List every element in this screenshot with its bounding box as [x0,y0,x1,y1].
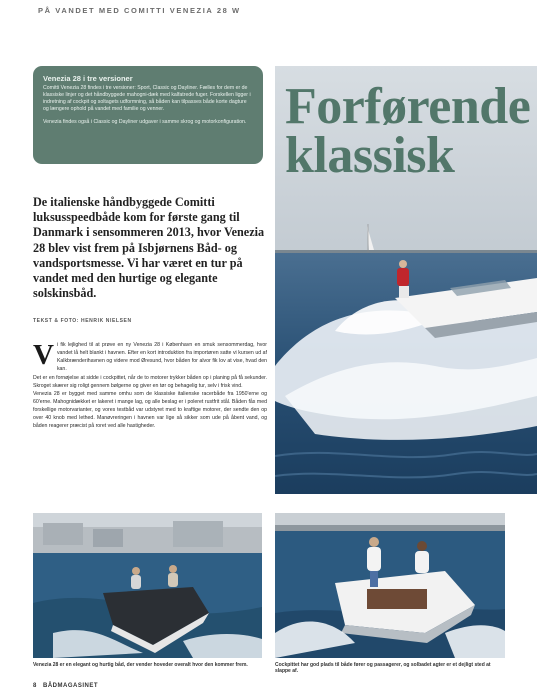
lead-paragraph: De italienske håndbyggede Comitti luksusspeedbåde kom for første gang til Danmark i sensommeren 2013, hvor Venezia 28 blev vist frem på Isbjørnens Båd- og vandsportsmesse. Vi har været en tur på vandet med den hurtige og elegante solskinsbåd. [33,195,265,301]
byline: TEKST & FOTO: HENRIK NIELSEN [33,318,132,324]
boat-cockpit-image [275,513,505,658]
body-text [33,339,267,432]
body-paragraph-2: Det er en fornøjelse at sidde i cockpittet, når de to motorer trykker båden op i planing på få sekunder. Skroget skærer sig roligt gennem bølgerne og giver en tør og behagelig tur, selv i frisk vind. [33,374,267,389]
boat-front-image [33,513,262,658]
title-line-1: Forførende [285,78,531,135]
article-title [285,78,531,184]
title-line-2: klassisk [285,127,455,184]
body-paragraph-1: i fik lejlighed til at prøve en ny Venezia 28 i København en smuk sensommerdag, hvor vandet lå helt blankt i havnen. Efter en kort introduktion fra importøren satte vi kursen ud af Kalkbrænderihavnen og videre mod Øresund, hvor båden for alvor fik lov at vise, hvad den kan. [56,342,267,372]
drop-cap: V [33,339,54,371]
section-kicker: PÅ VANDET MED COMITTI VENEZIA 28 W [38,6,241,15]
info-box-title: Venezia 28 i tre versioner [43,74,133,83]
photo-bottom-left [33,513,262,658]
photo-bottom-right [275,513,505,658]
info-box-body: Comitti Venezia 28 findes i tre versioner: Sport, Classic og Dayliner. Fælles for dem er de klassiske linjer og det håndbyggede mahogni-dæk med kalfatrede fuger. Forskellen ligger i indretning af cockpit og soltagets udformning, så båden kan tilpasses både korte dagture og længere ophold på vandet med familie og venner. [43,85,251,113]
magazine-name: BÅDMAGASINET [43,683,98,689]
page-number: 8 [33,683,37,689]
info-box-footer: Venezia findes også i Classic og Dayliner udgaver i samme skrog og motorkonfiguration. [43,119,247,126]
caption-left: Venezia 28 er en elegant og hurtig båd, der vender hoveder overalt hvor den kommer frem. [33,662,248,668]
info-box [33,66,263,164]
body-paragraph-3: Venezia 28 er bygget med samme omhu som de klassiske italienske racerbåde fra 1950'erne og 60'erne. Mahognidækket er lakeret i mange lag, og alle beslag er i poleret rustfrit stål. Båden fås med forskellige motorvarianter, og vores testbåd var udstyret med to kraftige motorer, der sendte den op over 40 knob med lethed. Manøvreringen i havnen var lige så sikker som ude på åbent vand, og båden reagerer præcist på roret ved alle hastigheder. [33,391,267,430]
caption-right: Cockpittet har god plads til både fører og passagerer, og solbadet agter er et dejligt sted at slappe af. [275,662,491,674]
